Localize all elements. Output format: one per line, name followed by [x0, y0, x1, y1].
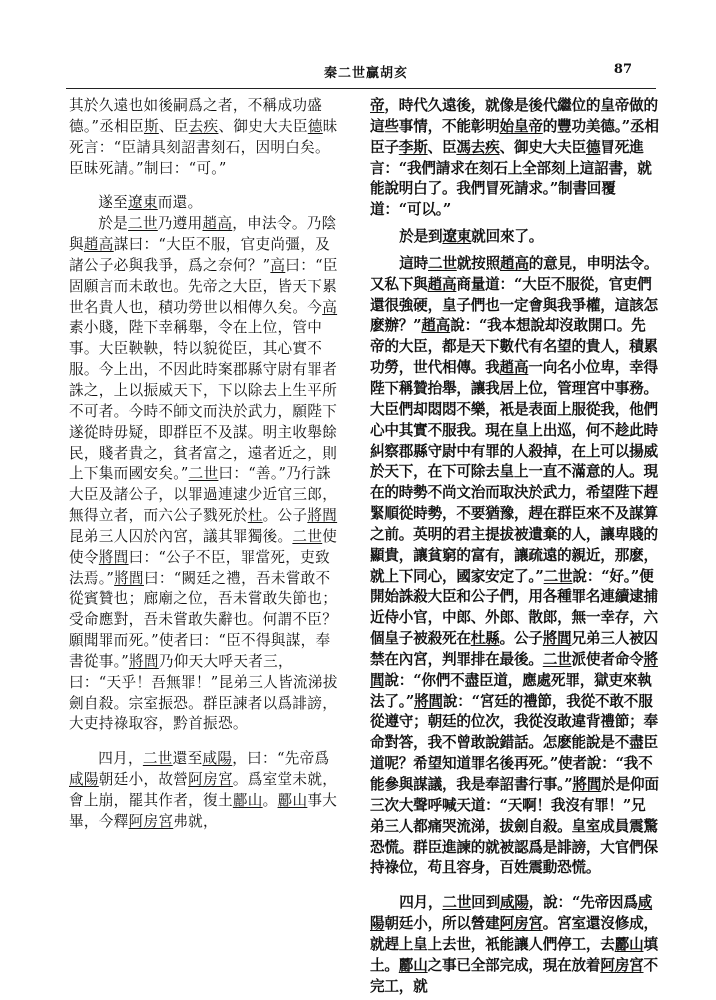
- proper-name: 杜縣: [470, 630, 500, 648]
- text-run: 派使者命令: [571, 650, 644, 668]
- page-header: [66, 62, 656, 82]
- proper-name: 趙高: [427, 275, 457, 293]
- proper-name: 阿房宮: [499, 915, 543, 933]
- proper-name: 阿房宮: [600, 956, 644, 974]
- text-run: 。: [262, 792, 278, 809]
- proper-name: 阿房宮: [128, 812, 174, 830]
- text-run: 乃仰天大呼天者三，曰：“天乎！吾無罪！”昆弟三人皆流涕拔劍自殺。宗室振恐。群臣諫者以爲誹謗，大吏持祿取容，黔首振恐。: [69, 652, 338, 733]
- proper-name: 酈山: [277, 792, 308, 809]
- text-run: 事大畢，今釋: [69, 792, 338, 830]
- proper-name: 帝: [370, 97, 385, 114]
- proper-name: 酈山: [398, 956, 428, 974]
- proper-name: 咸陽: [69, 771, 99, 789]
- text-run: ，曰：“先帝爲: [232, 750, 330, 768]
- proper-name: 將閭: [542, 630, 572, 648]
- text-run: 朝廷小，故營: [98, 771, 189, 789]
- text-run: 兄弟三人被囚禁在內宮，判罪排在最後。: [370, 630, 658, 668]
- text-run: 使使令: [69, 527, 338, 566]
- text-run: 其於久遠也如後嗣爲之者，不稱成功盛德。”丞相臣: [69, 97, 323, 135]
- paragraph: [370, 227, 659, 248]
- text-run: 昆弟三人囚於內宮，議其罪獨後。: [69, 527, 293, 545]
- text-run: 遂至: [98, 194, 128, 212]
- text-run: 這時: [399, 254, 428, 272]
- text-run: 於是: [98, 215, 128, 233]
- paragraph: [370, 96, 659, 221]
- proper-name: 將閭: [98, 548, 129, 566]
- text-run: ，申法令。乃陰與: [69, 215, 337, 254]
- proper-name: 二世: [442, 894, 472, 912]
- text-run: 說：“我本想說却沒敢開口。先帝的大臣，都是天下數代有名望的貴人，積累功勞，世代相傳。我: [370, 317, 658, 377]
- text-run: 。公子: [499, 630, 543, 648]
- text-run: 乃遵用: [157, 215, 203, 233]
- proper-name: 德: [585, 138, 601, 156]
- text-run: 朝廷小，所以營建: [384, 915, 500, 933]
- text-run: 曰：“善。”乃行誅大臣及諸公子，以罪過連逮少近官三郎，無得立者，而六公子戮死於: [69, 465, 338, 525]
- running-title: 秦二世贏胡亥: [324, 66, 409, 81]
- text-run: 的意見，申明法令。又私下與: [370, 254, 659, 293]
- text-run: 素小賤，陛下幸稱舉，令在上位，管中事。大臣鞅鞅，特以貌從臣，其心實不服。今上出，不因此時案郡縣守尉有罪者誅之，上以振威天下，下以除去上生平所不可者。今時不師文而決於武力，願陛下遂從時毋疑，即群臣不及謀。明主收舉餘民，賤者貴之，貧者富之，遠者近之，則上下集而國安矣。”: [69, 319, 338, 483]
- text-run: 之事已全部完成，現在放着: [427, 956, 601, 974]
- proper-name: 將閭: [129, 652, 159, 670]
- proper-name: 遼東: [442, 228, 472, 246]
- paragraph: [69, 193, 343, 214]
- proper-name: 高: [322, 298, 338, 316]
- header-divider: [66, 88, 656, 89]
- proper-name: 去疾: [188, 117, 219, 135]
- text-run: 回到: [471, 894, 500, 912]
- text-run: 昧死言：“臣請具刻詔書刻石，因明白矣。臣昧死請。”制曰：“可。”: [69, 117, 338, 177]
- proper-name: 咸陽: [370, 894, 653, 933]
- proper-name: 斯: [143, 117, 159, 135]
- text-run: ，說：“先帝因爲: [528, 894, 638, 912]
- proper-name: 二世: [292, 527, 323, 545]
- text-run: 說：“你們不盡臣道，應處死罪，獄吏來執法了。”: [370, 671, 652, 710]
- text-run: 四月，: [98, 750, 143, 768]
- paragraph: [69, 96, 343, 179]
- text-run: 。爲室堂未就，會上崩，罷其作者，復土: [69, 771, 338, 809]
- text-run: 說：“好。”便開始誅殺大臣和公子們，用各種罪名連續逮捕近侍小官，中郎、外郎、散郎，無一幸存，六個皇子被殺死在: [370, 567, 658, 648]
- proper-name: 李斯: [398, 138, 428, 156]
- proper-name: 二世: [543, 567, 573, 585]
- proper-name: 酈山: [232, 792, 263, 809]
- proper-name: 二世: [188, 465, 219, 483]
- text-run: 曰：“闕廷之禮，吾未嘗敢不從賓贊也；廊廟之位，吾未嘗敢失節也；受命應對，吾未嘗敢失辭也。何謂不臣？願聞罪而死。”使者曰：“臣不得與謀，奉書從事。”: [69, 569, 338, 670]
- text-run: 。宮室還沒修成，就趕上皇上去世，衹能讓人們停工，去: [370, 915, 658, 953]
- text-run: 。公子: [262, 507, 308, 525]
- text-run: 而還。: [157, 194, 203, 212]
- text-run: ，時代久遠後，就像是後代繼位的皇帝做的這些事情，不能彰明: [370, 97, 658, 135]
- translation-text-column: [370, 96, 659, 997]
- proper-name: 二世: [542, 650, 572, 668]
- proper-name: 二世: [127, 215, 158, 233]
- text-run: 、御史大夫臣: [218, 117, 308, 135]
- proper-name: 將閭: [370, 650, 658, 689]
- text-run: 的豐功美德。”丞相臣子: [370, 117, 659, 156]
- text-run: 就回來了。: [471, 228, 544, 246]
- text-run: 曰：“公子不臣，罪當死，吏致法焉。”: [69, 548, 330, 587]
- text-run: 、臣: [158, 117, 189, 135]
- proper-name: 將閭: [414, 692, 443, 710]
- proper-name: 咸陽: [202, 750, 233, 768]
- proper-name: 始皇帝: [499, 117, 543, 135]
- text-run: 說：“宮廷的禮節，我從不敢不服從遵守；朝廷的位次，我從沒敢違背禮節；奉命對答，我不曾敢說錯話。怎麽能說是不盡臣道呢？希望知道罪名後再死。”使者說：“我不能參與謀議，我是奉詔書行事。”: [370, 692, 658, 793]
- text-run: 不完工，就: [370, 956, 658, 995]
- text-run: 、御史大夫臣: [499, 138, 586, 156]
- proper-name: 酈山: [614, 935, 644, 953]
- text-run: 冒死進言：“我們請求在刻石上全部刻上這詔書，就能說明白了。我們冒死請求。”制書回覆道：“可以。”: [370, 138, 652, 219]
- text-run: 填土。: [370, 935, 658, 974]
- page-number: 87: [613, 62, 632, 77]
- paragraph: [69, 749, 343, 832]
- paragraph: [69, 214, 343, 735]
- text-run: 於是仰面三次大聲呼喊天道：“天啊！我沒有罪！”兄弟三人都痛哭流涕，拔劍自殺。皇室成員震驚恐慌。群臣進諫的就被認爲是誹謗，大官們保持祿位，苟且容身，百姓震動恐慌。: [370, 776, 659, 877]
- proper-name: 阿房宮: [188, 771, 233, 789]
- proper-name: 二世: [427, 254, 457, 272]
- proper-name: 趙高: [421, 317, 451, 335]
- text-run: 、臣: [427, 138, 457, 156]
- text-run: 四月，: [399, 894, 443, 912]
- proper-name: 將閭: [114, 569, 144, 587]
- text-run: 於是到: [399, 228, 443, 246]
- proper-name: 趙高: [202, 215, 233, 233]
- paragraph: [370, 893, 659, 997]
- text-run: 商量道：“大臣不服從，官吏們還很強硬，皇子們也一定會與我爭權，這該怎麽辦？”: [370, 275, 658, 335]
- proper-name: 趙高: [499, 254, 529, 272]
- text-run: 還至: [172, 750, 203, 768]
- proper-name: 趙高: [499, 359, 529, 377]
- proper-name: 二世: [142, 750, 173, 768]
- text-run: 謀曰：“大臣不服，官吏尚彊，及諸公子必與我爭，爲之奈何？”: [69, 236, 330, 274]
- proper-name: 馮去疾: [456, 138, 500, 156]
- classical-text-column: [69, 96, 343, 833]
- proper-name: 將閭: [572, 776, 602, 793]
- proper-name: 將閭: [307, 507, 338, 525]
- text-run: 就按照: [456, 254, 500, 272]
- proper-name: 高: [270, 256, 286, 274]
- proper-name: 杜: [247, 507, 263, 525]
- proper-name: 德: [307, 117, 323, 135]
- proper-name: 咸陽: [499, 894, 529, 912]
- text-run: 一向名小位卑，幸得陛下稱贊抬舉，讓我居上位，管理宮中事務。大臣們却悶悶不樂，衹是表面上服從我，他們心中其實不服我。現在皇上出巡，何不趁此時糾察郡縣守尉中有罪的人殺掉，在上可以揚威於天下，在下可除去皇上一直不滿意的人。現在的時勢不尚文治而取決於武力，希望陛下趕緊順從時勢，不要猶豫，趕在群臣來不及謀算之前。英明的君主提拔被遺棄的人，讓卑賤的顯貴，讓貧窮的富有，讓疏遠的親近，那麽，就上下同心，國家安定了。”: [370, 359, 658, 585]
- paragraph: [370, 254, 659, 879]
- proper-name: 趙高: [83, 236, 114, 254]
- proper-name: 遼東: [127, 194, 158, 212]
- text-run: 弗就，: [173, 812, 218, 830]
- text-run: 曰：“臣固願言而未敢也。先帝之大臣，皆天下累世名貴人也，積功勞世以相傳久矣。今: [69, 256, 338, 316]
